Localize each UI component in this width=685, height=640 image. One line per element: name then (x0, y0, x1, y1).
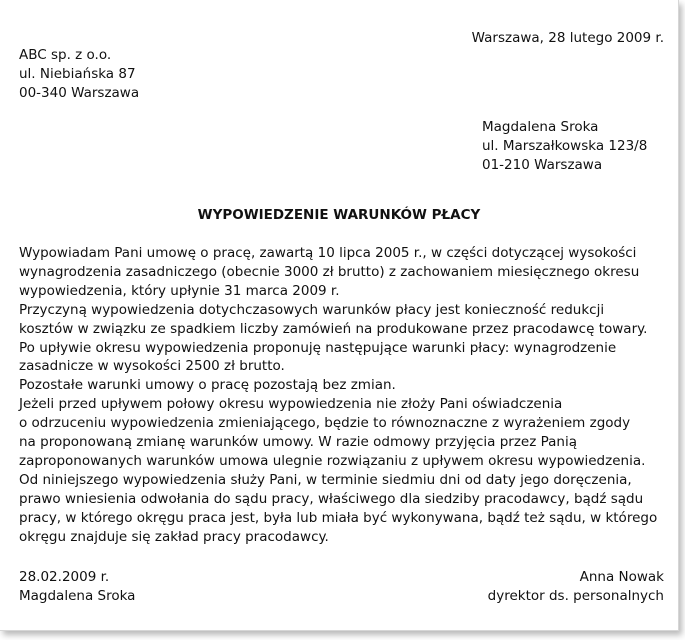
body-line: Przyczyną wypowiedzenia dotychczasowych warunków płacy jest konieczność redukcji (19, 301, 605, 318)
body-line: Pozostałe warunki umowy o pracę pozostają bez zmian. (19, 377, 396, 394)
body-line: Od niniejszego wypowiedzenia służy Pani, w terminie siedmiu dni od daty jego doręczenia, (19, 471, 632, 488)
signature-right (488, 568, 664, 606)
body-line: Jeżeli przed upływem połowy okresu wypowiedzenia nie złoży Pani oświadczenia (19, 396, 563, 413)
body-line: zasadnicze w wysokości 2500 zł brutto. (19, 358, 285, 375)
body-line: wynagrodzenia zasadniczego (obecnie 3000 zł brutto) z zachowaniem miesięcznego okresu (19, 263, 640, 280)
recipient-name: Magdalena Sroka (482, 119, 599, 135)
signature-date: 28.02.2009 r. (19, 569, 110, 585)
body-line: prawo wniesienia odwołania do sądu pracy, właściwego dla siedziby pracodawcy, bądź sądu (19, 490, 644, 507)
letter-title: WYPOWIEDZENIE WARUNKÓW PŁACY (197, 207, 481, 223)
recipient-city: 01-210 Warszawa (482, 157, 603, 173)
body-line: okręgu znajduje się zakład pracy pracodawcy. (19, 528, 329, 545)
letter-body (19, 244, 657, 547)
sender-city: 00-340 Warszawa (19, 85, 140, 101)
signature-left (19, 568, 135, 606)
body-line: zaproponowanych warunków umowa ulegnie rozwiązaniu z upływem okresu wypowiedzenia. (19, 452, 646, 469)
body-line: pracy, w którego okręgu praca jest, była lub miała być wykonywana, bądź też sądu, w którego (19, 509, 658, 526)
recipient-street: ul. Marszałkowska 123/8 (482, 138, 648, 154)
signature-manager-position: dyrektor ds. personalnych (487, 588, 664, 604)
signature-manager-name: Anna Nowak (579, 569, 664, 585)
body-line: Wypowiadam Pani umowę o pracę, zawartą 10 lipca 2005 r., w części dotyczącej wysokości (19, 245, 637, 261)
place-date: Warszawa, 28 lutego 2009 r. (471, 30, 664, 46)
sender-street: ul. Niebiańska 87 (19, 66, 136, 82)
body-line: o odrzuceniu wypowiedzenia zmieniającego, będzie to równoznaczne z wyrażeniem zgody (19, 415, 631, 432)
body-line: kosztów w związku ze spadkiem liczby zamówień na produkowane przez pracodawcę towary. (19, 320, 648, 337)
body-line: wypowiedzenia, który upłynie 31 marca 2009 r. (19, 282, 340, 299)
sender-name: ABC sp. z o.o. (19, 47, 112, 63)
recipient-address (482, 118, 647, 175)
body-line: Po upływie okresu wypowiedzenia proponuję następujące warunki płacy: wynagrodzenie (19, 339, 617, 356)
sender-address (19, 46, 139, 103)
body-line: na proponowaną zmianę warunków umowy. W razie odmowy przyjęcia przez Panią (19, 434, 577, 451)
signature-employee-name: Magdalena Sroka (19, 588, 136, 604)
